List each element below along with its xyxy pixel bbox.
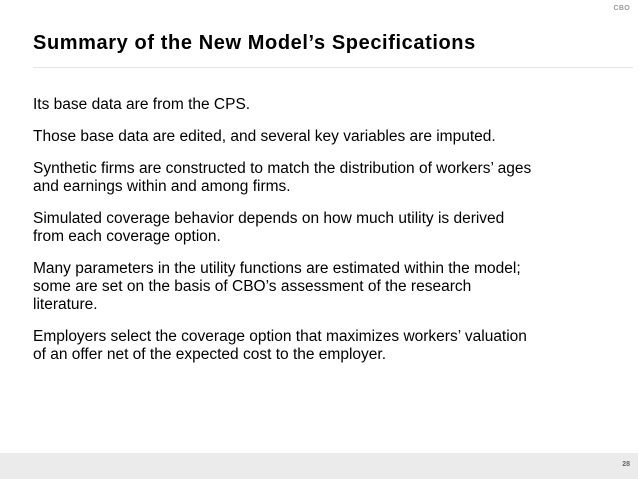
bullet-item: Its base data are from the CPS. bbox=[33, 96, 251, 113]
page-number: 28 bbox=[622, 461, 630, 468]
bullet-item: Employers select the coverage option that maximizes workers’ valuation of an offer net of the expected cost to the employer. bbox=[33, 328, 527, 363]
bullet-item: Those base data are edited, and several key variables are imputed. bbox=[33, 128, 496, 145]
bullet-list bbox=[33, 96, 613, 378]
footer-bar bbox=[0, 453, 638, 479]
title-divider bbox=[33, 67, 633, 68]
cbo-logo: CBO bbox=[613, 5, 630, 12]
bullet-item: Many parameters in the utility functions are estimated within the model; some are set on the basis of CBO’s assessment of the research literature. bbox=[33, 260, 521, 313]
slide-title: Summary of the New Model’s Specifications bbox=[33, 32, 476, 54]
bullet-item: Simulated coverage behavior depends on how much utility is derived from each coverage option. bbox=[33, 210, 505, 245]
bullet-item: Synthetic firms are constructed to match the distribution of workers’ ages and earnings within and among firms. bbox=[33, 160, 532, 195]
